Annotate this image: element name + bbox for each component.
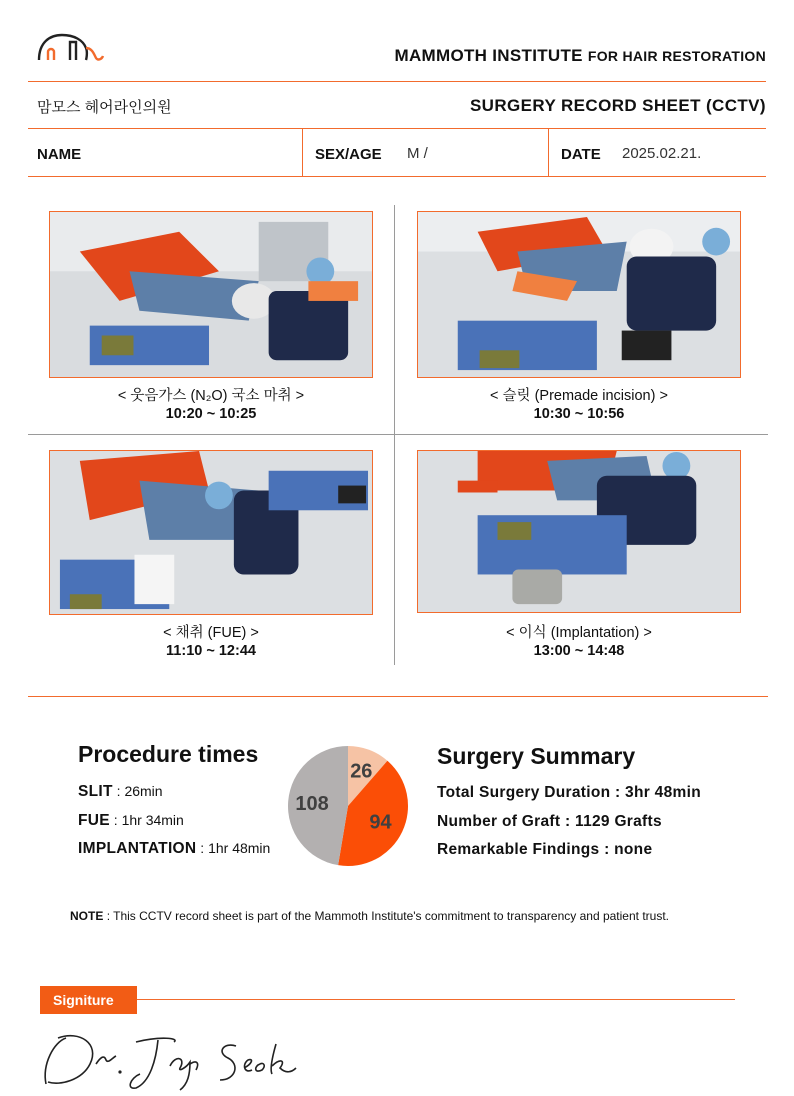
divider [28, 696, 768, 697]
note-text: : This CCTV record sheet is part of the Mammoth Institute's commitment to transparency and patient trust. [106, 909, 669, 923]
procedure-item [78, 840, 270, 858]
procedure-item-value: : 26min [116, 783, 163, 799]
cctv-photo-fue [49, 450, 373, 615]
stage-title: < 채취 (FUE) > [163, 625, 259, 641]
procedure-item-label: IMPLANTATION [78, 840, 197, 857]
divider [28, 81, 766, 82]
note [70, 909, 669, 923]
pie-data-label: 94 [369, 811, 392, 834]
stage-time: 10:30 ~ 10:56 [533, 406, 625, 422]
institute-title [395, 46, 767, 66]
divider [302, 129, 303, 176]
summary-graft-count: Number of Graft : 1129 Grafts [437, 813, 662, 830]
stage-caption [49, 387, 373, 423]
pie-data-label: 26 [350, 760, 373, 783]
stage-time: 10:20 ~ 10:25 [165, 406, 257, 422]
divider [28, 128, 766, 129]
signature-label: Signiture [40, 986, 137, 1014]
grid-divider-vertical [394, 205, 395, 665]
name-label: NAME [37, 146, 82, 163]
procedure-item-label: FUE [78, 812, 110, 829]
stage-title: < 웃음가스 (N₂O) 국소 마취 > [117, 388, 305, 404]
note-label: NOTE [70, 909, 104, 923]
signature-image [40, 1024, 300, 1094]
divider [548, 129, 549, 176]
procedure-item-value: : 1hr 48min [200, 840, 271, 856]
procedure-pie-chart [286, 744, 410, 868]
procedure-item [78, 812, 184, 830]
date-value: 2025.02.21. [622, 145, 702, 162]
signature-line [137, 999, 735, 1000]
stage-time: 13:00 ~ 14:48 [533, 643, 625, 659]
summary-findings: Remarkable Findings : none [437, 841, 653, 858]
sexage-label: SEX/AGE [315, 146, 382, 163]
mammoth-logo-icon [36, 30, 106, 66]
stage-caption [417, 624, 741, 660]
stage-caption [49, 624, 373, 660]
procedure-item [78, 783, 163, 801]
procedure-item-label: SLIT [78, 783, 113, 800]
grid-divider-horizontal [28, 434, 768, 435]
date-label: DATE [561, 146, 601, 163]
cctv-photo-anesthesia [49, 211, 373, 378]
sexage-value: M / [407, 145, 428, 162]
summary-heading: Surgery Summary [437, 743, 636, 769]
procedure-heading: Procedure times [78, 741, 259, 767]
procedure-item-value: : 1hr 34min [113, 812, 184, 828]
institute-main: MAMMOTH INSTITUTE [394, 46, 583, 65]
stage-title: < 슬릿 (Premade incision) > [490, 388, 668, 404]
cctv-photo-slit [417, 211, 741, 378]
divider [28, 176, 766, 177]
cctv-photo-implantation [417, 450, 741, 613]
stage-title: < 이식 (Implantation) > [506, 625, 652, 641]
clinic-korean-name: 맘모스 헤어라인의원 [37, 99, 172, 116]
stage-caption [417, 387, 741, 423]
stage-time: 11:10 ~ 12:44 [166, 643, 256, 659]
institute-sub: FOR HAIR RESTORATION [587, 48, 766, 64]
summary-total-duration: Total Surgery Duration : 3hr 48min [437, 784, 701, 801]
sheet-title: SURGERY RECORD SHEET (CCTV) [469, 96, 766, 115]
pie-data-label: 108 [295, 793, 329, 816]
